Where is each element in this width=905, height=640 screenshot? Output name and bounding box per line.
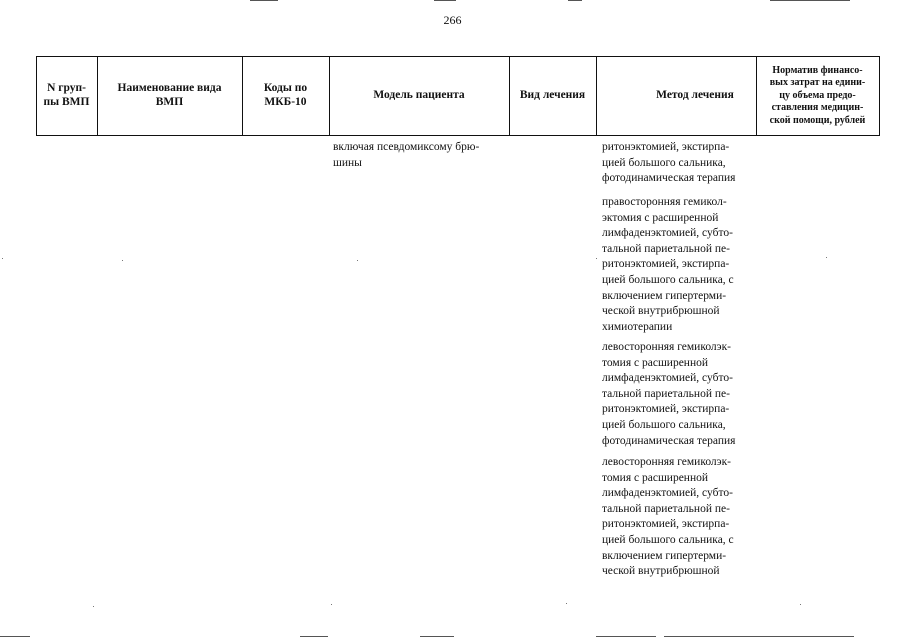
- table-header: [36, 56, 879, 136]
- column-divider: [97, 56, 98, 136]
- scan-mark: [0, 636, 30, 637]
- header-treatment-method: Метод лечения: [656, 89, 734, 102]
- column-divider: [596, 56, 597, 136]
- patient-model-cell: включая псевдомиксому брю- шины: [333, 141, 480, 169]
- treatment-method-item: ритонэктомией, экстирпа- цией большого сальника, фотодинамическая терапия: [602, 141, 736, 185]
- scan-speck: [357, 260, 358, 261]
- scan-mark: [250, 0, 278, 1]
- scan-mark: [596, 636, 656, 637]
- scan-mark: [664, 636, 854, 637]
- scan-speck: [800, 604, 801, 605]
- column-divider: [329, 56, 330, 136]
- scan-speck: [826, 257, 827, 258]
- header-group-number: N груп- пы ВМП: [43, 82, 90, 108]
- page-number: 266: [443, 13, 462, 27]
- scan-mark: [420, 636, 454, 637]
- scan-mark: [568, 0, 582, 1]
- treatment-method-item: левосторонняя гемиколэк- томия с расширенной лимфаденэктомией, субто- тальной париетальной пе- ритонэктомией, экстирпа- цией большого сальника, фотодинамическая терапия: [602, 341, 736, 447]
- header-treatment-type: Вид лечения: [519, 89, 586, 102]
- scan-mark: [300, 636, 328, 637]
- scan-speck: [596, 258, 597, 259]
- scan-mark: [434, 0, 456, 1]
- scan-speck: [2, 258, 3, 259]
- treatment-method-item: левосторонняя гемиколэк- томия с расширенной лимфаденэктомией, субто- тальной париетальной пе- ритонэктомией, экстирпа- цией большого сальника, с включением гипертерми- ческой внутрибрюшной: [602, 456, 734, 578]
- column-divider: [242, 56, 243, 136]
- table-border: [36, 56, 37, 136]
- scan-speck: [93, 606, 94, 607]
- header-financial-norm: Норматив финансо- вых затрат на едини- цу объема предо- ставления медицин- ской помощи, рублей: [769, 64, 866, 126]
- column-divider: [509, 56, 510, 136]
- header-vmp-name: Наименование вида ВМП: [117, 82, 222, 108]
- treatment-method-item: правосторонняя гемикол- эктомия с расширенной лимфаденэктомией, субто- тальной париетальной пе- ритонэктомией, экстирпа- цией большого сальника, с включением гипертерми- ческой внутрибрюшной химиотерапии: [602, 196, 734, 333]
- scan-speck: [331, 604, 332, 605]
- scan-speck: [122, 260, 123, 261]
- header-patient-model: Модель пациента: [373, 89, 465, 102]
- table-border: [879, 56, 880, 136]
- column-divider: [756, 56, 757, 136]
- scan-mark: [770, 0, 850, 1]
- scan-speck: [566, 603, 567, 604]
- header-icd-codes: Коды по МКБ-10: [263, 82, 308, 108]
